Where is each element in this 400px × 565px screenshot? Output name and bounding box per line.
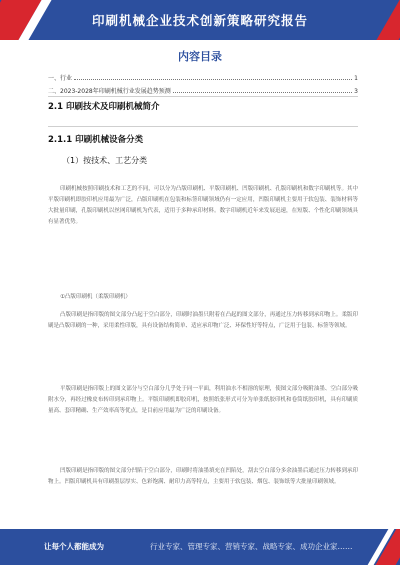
toc-leader-dots — [173, 92, 352, 93]
footer-slogan: 让每个人都能成为 — [44, 542, 104, 551]
body-paragraph: 凹版印刷是指印版的图文部分凹陷于空白部分，印刷时将油墨填充在凹陷处，刮去空白部分多余油墨后通过压力转移到承印物上。凹版印刷机具有印刷墨层厚实、色彩饱满、耐印力高等特点，主要用于软包装、烟包、装饰纸等大批量印刷领域。 — [48, 468, 358, 485]
toc-item[interactable] — [48, 85, 358, 95]
footer-tagline: 行业专家、管理专家、营销专家、战略专家、成功企业家…… — [150, 542, 353, 551]
section-heading: 2.1 印刷技术及印刷机械简介 — [48, 102, 160, 112]
body-paragraph: 印刷机械按照印刷技术和工艺的不同，可以分为凸版印刷机、平版印刷机、凹版印刷机、孔版印刷机和数字印刷机等。其中平版印刷机即胶印机应用最为广泛，凸版印刷机在包装和标签印刷领域仍有一定应用，凹版印刷机主要用于软包装、装饰材料等大批量印刷，孔版印刷机以丝网印刷机为代表，适用于多种承印材料。数字印刷机近年来发展迅速，在短版、个性化印刷领域具有显著优势。 — [48, 186, 358, 225]
item-heading: ①凸版印刷机（柔版印刷机） — [60, 294, 131, 300]
footer-banner — [0, 529, 400, 565]
toc-item-label: 一、行业 — [48, 75, 73, 82]
divider — [48, 126, 358, 127]
toc-item-page: 1 — [354, 75, 358, 82]
toc-leader-dots — [74, 79, 352, 80]
toc-item-page: 3 — [354, 88, 358, 95]
toc-item-label: 二、2023-2028年印刷机械行业发展趋势预测 — [48, 88, 171, 95]
body-paragraph: 平版印刷是指印版上的图文部分与空白部分几乎处于同一平面，利用油水不相溶的原理，使图文部分吸附油墨、空白部分吸附水分，再经过橡皮布转印到承印物上。平版印刷机即胶印机，按照纸张形式可分为单张纸胶印机和卷筒纸胶印机，具有印刷质量高、套印精确、生产效率高等优点，是目前应用最为广泛的印刷设备。 — [48, 386, 358, 414]
toc-item[interactable] — [48, 72, 358, 82]
subsubsection-heading: （1）按技术、工艺分类 — [62, 156, 148, 165]
subsection-heading: 2.1.1 印刷机械设备分类 — [48, 135, 144, 145]
divider — [48, 96, 358, 97]
body-paragraph: 凸版印刷是指印版的图文部分凸起于空白部分，印刷时油墨只附着在凸起的图文部分，再通过压力转移到承印物上。柔版印刷是凸版印刷的一种，采用柔性印版，具有设备结构简单、适应承印物广泛、环保性好等特点，广泛用于包装、标签等领域。 — [48, 312, 358, 329]
toc-title: 内容目录 — [178, 50, 222, 63]
report-title: 印刷机械企业技术创新策略研究报告 — [91, 13, 308, 28]
header-banner — [0, 0, 400, 40]
